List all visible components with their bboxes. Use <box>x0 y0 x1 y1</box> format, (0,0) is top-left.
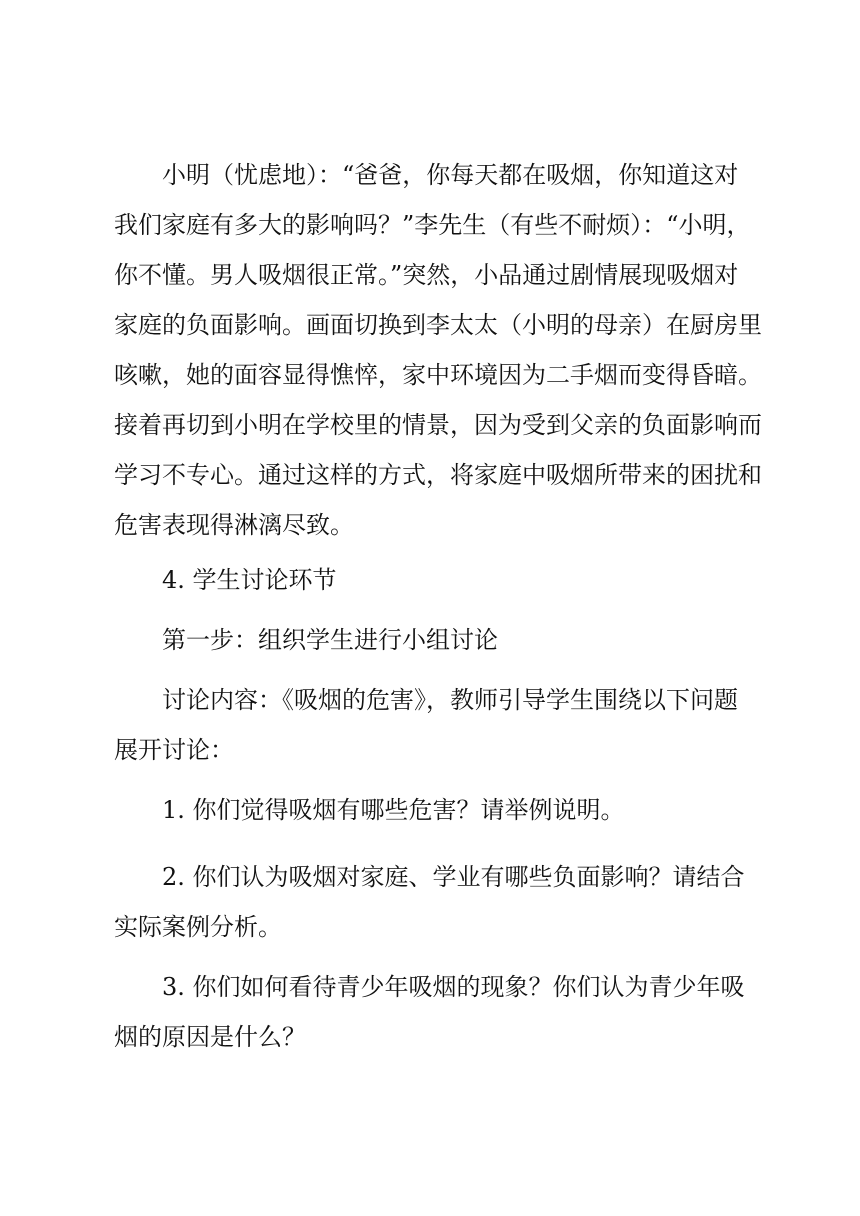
text-line: 展开讨论： <box>114 736 234 764</box>
list-item-continuation: 实际案例分析。 <box>114 913 282 941</box>
text-line: 学习不专心。通过这样的方式，将家庭中吸烟所带来的困扰和 <box>114 461 762 489</box>
text-line: 家庭的负面影响。画面切换到李太太（小明的母亲）在厨房里 <box>114 311 762 339</box>
step-heading: 第一步：组织学生进行小组讨论 <box>162 626 498 654</box>
text-line: 我们家庭有多大的影响吗？”李先生（有些不耐烦）：“小明， <box>114 211 751 239</box>
list-item: 1. 你们觉得吸烟有哪些危害？请举例说明。 <box>162 796 625 824</box>
list-item: 2. 你们认为吸烟对家庭、学业有哪些负面影响？请结合 <box>162 863 745 891</box>
text-line: 咳嗽，她的面容显得憔悴，家中环境因为二手烟而变得昏暗。 <box>114 361 762 389</box>
text-line: 小明（忧虑地）：“爸爸，你每天都在吸烟，你知道这对 <box>162 161 739 189</box>
text-line: 讨论内容：《吸烟的危害》，教师引导学生围绕以下问题 <box>162 686 738 714</box>
text-line: 你不懂。男人吸烟很正常。”突然，小品通过剧情展现吸烟对 <box>114 261 739 289</box>
text-line: 接着再切到小明在学校里的情景，因为受到父亲的负面影响而 <box>114 411 762 439</box>
section-heading: 4. 学生讨论环节 <box>162 566 337 594</box>
list-item: 3. 你们如何看待青少年吸烟的现象？你们认为青少年吸 <box>162 973 745 1001</box>
list-item-continuation: 烟的原因是什么？ <box>114 1023 306 1051</box>
text-line: 危害表现得淋漓尽致。 <box>114 511 354 539</box>
